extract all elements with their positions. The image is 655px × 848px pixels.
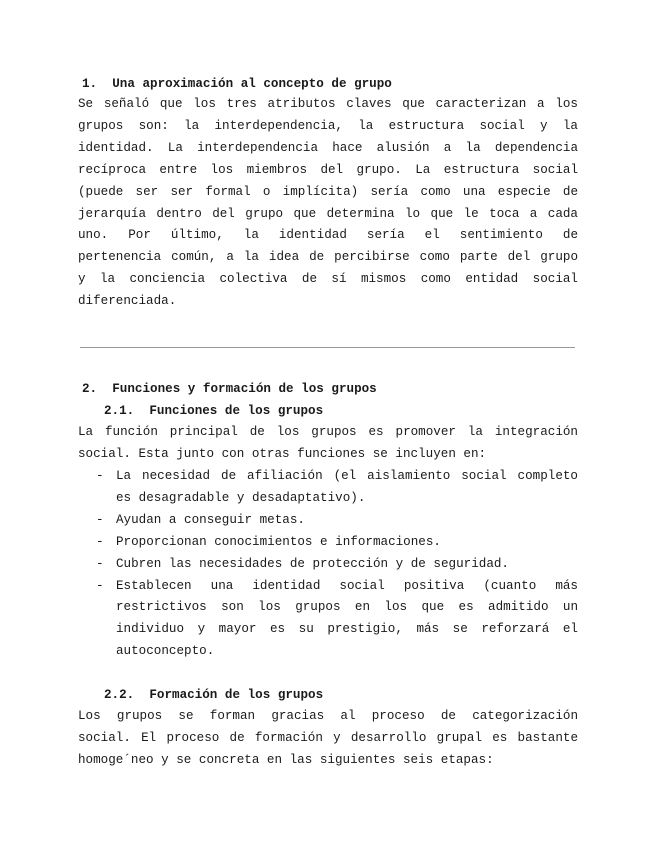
bullet-marker: - [96,469,104,483]
list-item-line: autoconcepto. [116,644,215,659]
subsection-2-2-heading: 2.2. Formación de los grupos [104,688,324,702]
list-item-line: Proporcionan conocimientos e informaciones. [116,534,441,549]
subsection-2-1-paragraph [78,422,578,466]
paragraph-line: La función principal de los grupos es promover la integración [78,425,578,439]
paragraph-line: recíproca entre los miembros del grupo. La estructura social [78,162,578,177]
paragraph-line: homoge´neo y se concreta en las siguientes seis etapas: [78,752,494,767]
list-item [96,532,578,554]
bullet-marker: - [96,512,104,527]
subsection-2-1-heading: 2.1. Funciones de los grupos [104,404,324,418]
bullet-marker: - [96,534,104,549]
functions-list [96,466,578,663]
list-item-line: es desagradable y desadaptativo). [116,490,366,505]
bullet-marker: - [96,556,104,571]
paragraph-line: diferenciada. [78,294,177,309]
list-item [96,554,578,576]
paragraph-line: social. Esta junto con otras funciones se incluyen en: [78,446,487,461]
list-item-line: La necesidad de afiliación (el aislamiento social completo [116,469,578,483]
paragraph-line: uno. Por último, la identidad sería el sentimiento de [78,228,578,243]
subsection-2-2-paragraph [78,706,578,772]
paragraph-line: grupos son: la interdependencia, la estructura social y la [78,118,578,133]
list-item [96,576,578,664]
list-item [96,466,578,510]
list-item-line: Ayudan a conseguir metas. [116,512,305,527]
paragraph-line: y la conciencia colectiva de sí mismos como entidad social [78,272,578,287]
list-item-line: Cubren las necesidades de protección y de seguridad. [116,556,509,571]
paragraph-line: pertenencia común, a la idea de percibirse como parte del grupo [78,250,578,265]
paragraph-line: identidad. La interdependencia hace alusión a la dependencia [78,140,578,155]
paragraph-line: jerarquía dentro del grupo que determina lo que le toca a cada [78,206,578,221]
paragraph-line: Se señaló que los tres atributos claves que caracterizan a los [78,97,578,111]
paragraph-line: (puede ser ser formal o implícita) sería como una especie de [78,184,578,199]
paragraph-line: Los grupos se forman gracias al proceso de categorización [78,709,578,723]
list-item-line: restrictivos son los grupos en los que es admitido un [116,600,578,615]
list-item-line: Establecen una identidad social positiva (cuanto más [116,578,578,593]
section-1-paragraph [78,94,578,313]
list-item [96,510,578,532]
section-2-heading: 2. Funciones y formación de los grupos [82,382,377,396]
paragraph-line: social. El proceso de formación y desarrollo grupal es bastante [78,730,578,745]
section-1-heading: 1. Una aproximación al concepto de grupo [82,77,392,91]
bullet-marker: - [96,578,104,593]
horizontal-divider [80,347,575,348]
list-item-line: individuo y mayor es su prestigio, más se reforzará el [116,622,578,637]
